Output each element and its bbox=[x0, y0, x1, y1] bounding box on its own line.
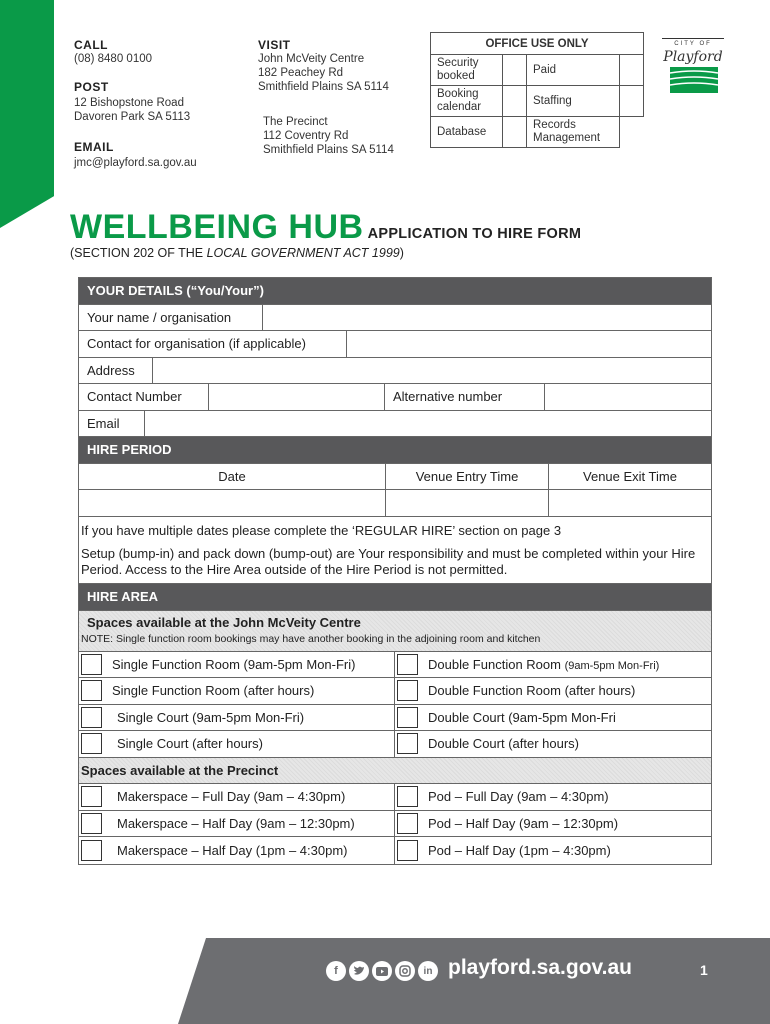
date-field[interactable] bbox=[79, 490, 386, 516]
option-label: Double Function Room (after hours) bbox=[428, 683, 636, 699]
option-double-court-after[interactable] bbox=[395, 731, 711, 757]
section-italic: LOCAL GOVERNMENT ACT 1999 bbox=[206, 246, 400, 260]
office-blank-1a bbox=[503, 55, 527, 86]
alt-number-label: Alternative number bbox=[385, 384, 545, 410]
email-value: jmc@playford.sa.gov.au bbox=[74, 157, 197, 169]
office-blank-2b bbox=[620, 86, 644, 117]
checkbox[interactable] bbox=[397, 813, 418, 834]
office-security-booked: Security booked bbox=[431, 55, 503, 86]
office-blank-2a bbox=[503, 86, 527, 117]
contact-number-label: Contact Number bbox=[79, 384, 209, 410]
footer-band bbox=[0, 938, 770, 1024]
post-line1: 12 Bishopstone Road bbox=[74, 97, 184, 109]
address-row bbox=[79, 358, 711, 385]
city-of-playford-logo bbox=[662, 38, 724, 104]
option-label: Makerspace – Full Day (9am – 4:30pm) bbox=[117, 789, 346, 805]
title-main: WELLBEING HUB bbox=[70, 208, 364, 246]
option-label: Double Court (9am-5pm Mon-Fri bbox=[428, 709, 616, 725]
option-pod-half-am[interactable] bbox=[395, 811, 711, 837]
option-label: Single Court (after hours) bbox=[117, 736, 263, 752]
page-title bbox=[70, 208, 581, 247]
checkbox[interactable] bbox=[397, 680, 418, 701]
post-line2: Davoren Park SA 5113 bbox=[74, 111, 191, 123]
jmc-spaces-heading bbox=[79, 611, 711, 652]
office-records-management: Records Management bbox=[527, 117, 620, 148]
checkbox[interactable] bbox=[81, 680, 102, 701]
option-makerspace-half-pm[interactable] bbox=[79, 837, 395, 864]
facebook-icon[interactable]: f bbox=[326, 961, 346, 981]
option-double-court-day[interactable] bbox=[395, 705, 711, 731]
your-details-header: YOUR DETAILS (“You/Your”) bbox=[79, 278, 711, 305]
option-single-court-day[interactable] bbox=[79, 705, 395, 731]
office-blank-3b bbox=[620, 117, 644, 148]
jmc-option-row bbox=[79, 731, 711, 758]
email-label: EMAIL bbox=[74, 140, 114, 154]
entry-time-field[interactable] bbox=[386, 490, 549, 516]
email-label-form: Email bbox=[79, 411, 145, 437]
date-column-header: Date bbox=[79, 464, 386, 490]
hire-form bbox=[78, 277, 712, 865]
precinct-option-row bbox=[79, 784, 711, 811]
contact-column-visit bbox=[258, 38, 394, 157]
option-single-function-day[interactable] bbox=[79, 652, 395, 678]
logo-name: Playford bbox=[663, 49, 723, 65]
name-label: Your name / organisation bbox=[79, 305, 263, 331]
exit-time-field[interactable] bbox=[549, 490, 711, 516]
checkbox[interactable] bbox=[81, 654, 102, 675]
checkbox[interactable] bbox=[397, 733, 418, 754]
jmc-note: NOTE: Single function room bookings may have another booking in the adjoining room and kitchen bbox=[81, 632, 541, 645]
precinct-option-row bbox=[79, 837, 711, 864]
website-link[interactable]: playford.sa.gov.au bbox=[448, 956, 632, 979]
office-booking-calendar: Booking calendar bbox=[431, 86, 503, 117]
section-pre: (SECTION 202 OF THE bbox=[70, 246, 207, 260]
checkbox[interactable] bbox=[397, 654, 418, 675]
section-post: ) bbox=[399, 246, 404, 260]
jmc-option-row bbox=[79, 705, 711, 732]
visit2-line3: Smithfield Plains SA 5114 bbox=[263, 144, 394, 156]
precinct-spaces-heading: Spaces available at the Precinct bbox=[79, 758, 711, 785]
visit2-line1: The Precinct bbox=[263, 116, 328, 128]
visit1-line2: 182 Peachey Rd bbox=[258, 67, 344, 79]
jmc-option-row bbox=[79, 652, 711, 679]
address-label: Address bbox=[79, 358, 153, 384]
green-corner-tab bbox=[0, 0, 54, 228]
section-reference bbox=[70, 246, 404, 260]
option-label-main: Double Function Room bbox=[428, 656, 565, 672]
option-pod-half-pm[interactable] bbox=[395, 837, 711, 864]
contact-column-left bbox=[74, 38, 197, 170]
checkbox[interactable] bbox=[81, 813, 102, 834]
option-label: Pod – Full Day (9am – 4:30pm) bbox=[428, 789, 609, 805]
checkbox[interactable] bbox=[397, 707, 418, 728]
checkbox[interactable] bbox=[81, 840, 102, 861]
option-pod-full[interactable] bbox=[395, 784, 711, 810]
contact-number-row bbox=[79, 384, 711, 411]
contact-org-label: Contact for organisation (if applicable) bbox=[79, 331, 347, 357]
checkbox[interactable] bbox=[81, 707, 102, 728]
option-makerspace-full[interactable] bbox=[79, 784, 395, 810]
hire-period-columns bbox=[79, 464, 711, 491]
contact-number-field[interactable] bbox=[209, 384, 385, 410]
office-blank-3a bbox=[503, 117, 527, 148]
youtube-icon[interactable] bbox=[372, 961, 392, 981]
hire-period-notes bbox=[79, 517, 711, 585]
email-field[interactable] bbox=[145, 411, 711, 437]
visit2-line2: 112 Coventry Rd bbox=[263, 130, 349, 142]
office-use-header: OFFICE USE ONLY bbox=[431, 33, 644, 55]
hire-period-header: HIRE PERIOD bbox=[79, 437, 711, 464]
address-field[interactable] bbox=[153, 358, 711, 384]
visit1-line3: Smithfield Plains SA 5114 bbox=[258, 81, 389, 93]
option-label: Pod – Half Day (9am – 12:30pm) bbox=[428, 815, 619, 831]
option-label: Double Court (after hours) bbox=[428, 736, 580, 752]
logo-field-icon bbox=[662, 65, 724, 95]
option-label bbox=[428, 657, 659, 672]
contact-org-row bbox=[79, 331, 711, 358]
contact-org-field[interactable] bbox=[347, 331, 711, 357]
precinct-option-row bbox=[79, 811, 711, 838]
page-number: 1 bbox=[700, 962, 708, 978]
entry-column-header: Venue Entry Time bbox=[386, 464, 549, 490]
option-double-function-day[interactable] bbox=[395, 652, 711, 678]
option-label-small: (9am-5pm Mon-Fri) bbox=[564, 659, 660, 672]
option-label: Pod – Half Day (1pm – 4:30pm) bbox=[428, 842, 611, 858]
alt-number-field[interactable] bbox=[545, 384, 711, 410]
option-label: Single Court (9am-5pm Mon-Fri) bbox=[117, 709, 305, 725]
checkbox[interactable] bbox=[81, 786, 102, 807]
multiple-dates-note: If you have multiple dates please complete the ‘REGULAR HIRE’ section on page 3 bbox=[81, 522, 562, 538]
setup-note: Setup (bump-in) and pack down (bump-out) are Your responsibility and must be completed within your Hire Period. Access to the Hire Area outside of the Hire Period is not permitted. bbox=[81, 546, 696, 577]
office-blank-1b bbox=[620, 55, 644, 86]
logo-city-of: CITY OF bbox=[662, 38, 724, 47]
office-use-table bbox=[430, 32, 644, 148]
call-value: (08) 8480 0100 bbox=[74, 53, 153, 65]
instagram-icon[interactable] bbox=[395, 961, 415, 981]
checkbox[interactable] bbox=[397, 786, 418, 807]
option-single-court-after[interactable] bbox=[79, 731, 395, 757]
jmc-heading-text: Spaces available at the John McVeity Centre bbox=[87, 614, 361, 630]
option-label: Makerspace – Half Day (1pm – 4:30pm) bbox=[117, 842, 348, 858]
name-row bbox=[79, 305, 711, 332]
title-sub: APPLICATION TO HIRE FORM bbox=[367, 226, 582, 242]
post-label: POST bbox=[74, 80, 109, 94]
hire-period-entry-row bbox=[79, 490, 711, 517]
exit-column-header: Venue Exit Time bbox=[583, 468, 677, 484]
office-database: Database bbox=[431, 117, 503, 148]
social-icons bbox=[326, 961, 438, 981]
option-single-function-after[interactable] bbox=[79, 678, 395, 704]
email-row bbox=[79, 411, 711, 438]
jmc-option-row bbox=[79, 678, 711, 705]
option-label: Makerspace – Half Day (9am – 12:30pm) bbox=[117, 815, 355, 831]
visit1-line1: John McVeity Centre bbox=[258, 53, 365, 65]
twitter-icon[interactable] bbox=[349, 961, 369, 981]
linkedin-icon[interactable]: in bbox=[418, 961, 438, 981]
visit-label: VISIT bbox=[258, 38, 291, 52]
checkbox[interactable] bbox=[397, 840, 418, 861]
option-label: Single Function Room (after hours) bbox=[112, 683, 315, 699]
checkbox[interactable] bbox=[81, 733, 102, 754]
hire-area-header: HIRE AREA bbox=[79, 584, 711, 611]
call-label: CALL bbox=[74, 38, 108, 52]
office-staffing: Staffing bbox=[527, 86, 620, 117]
option-label: Single Function Room (9am-5pm Mon-Fri) bbox=[112, 656, 356, 672]
office-paid: Paid bbox=[527, 55, 620, 86]
name-field[interactable] bbox=[263, 305, 711, 331]
option-double-function-after[interactable] bbox=[395, 678, 711, 704]
option-makerspace-half-am[interactable] bbox=[79, 811, 395, 837]
